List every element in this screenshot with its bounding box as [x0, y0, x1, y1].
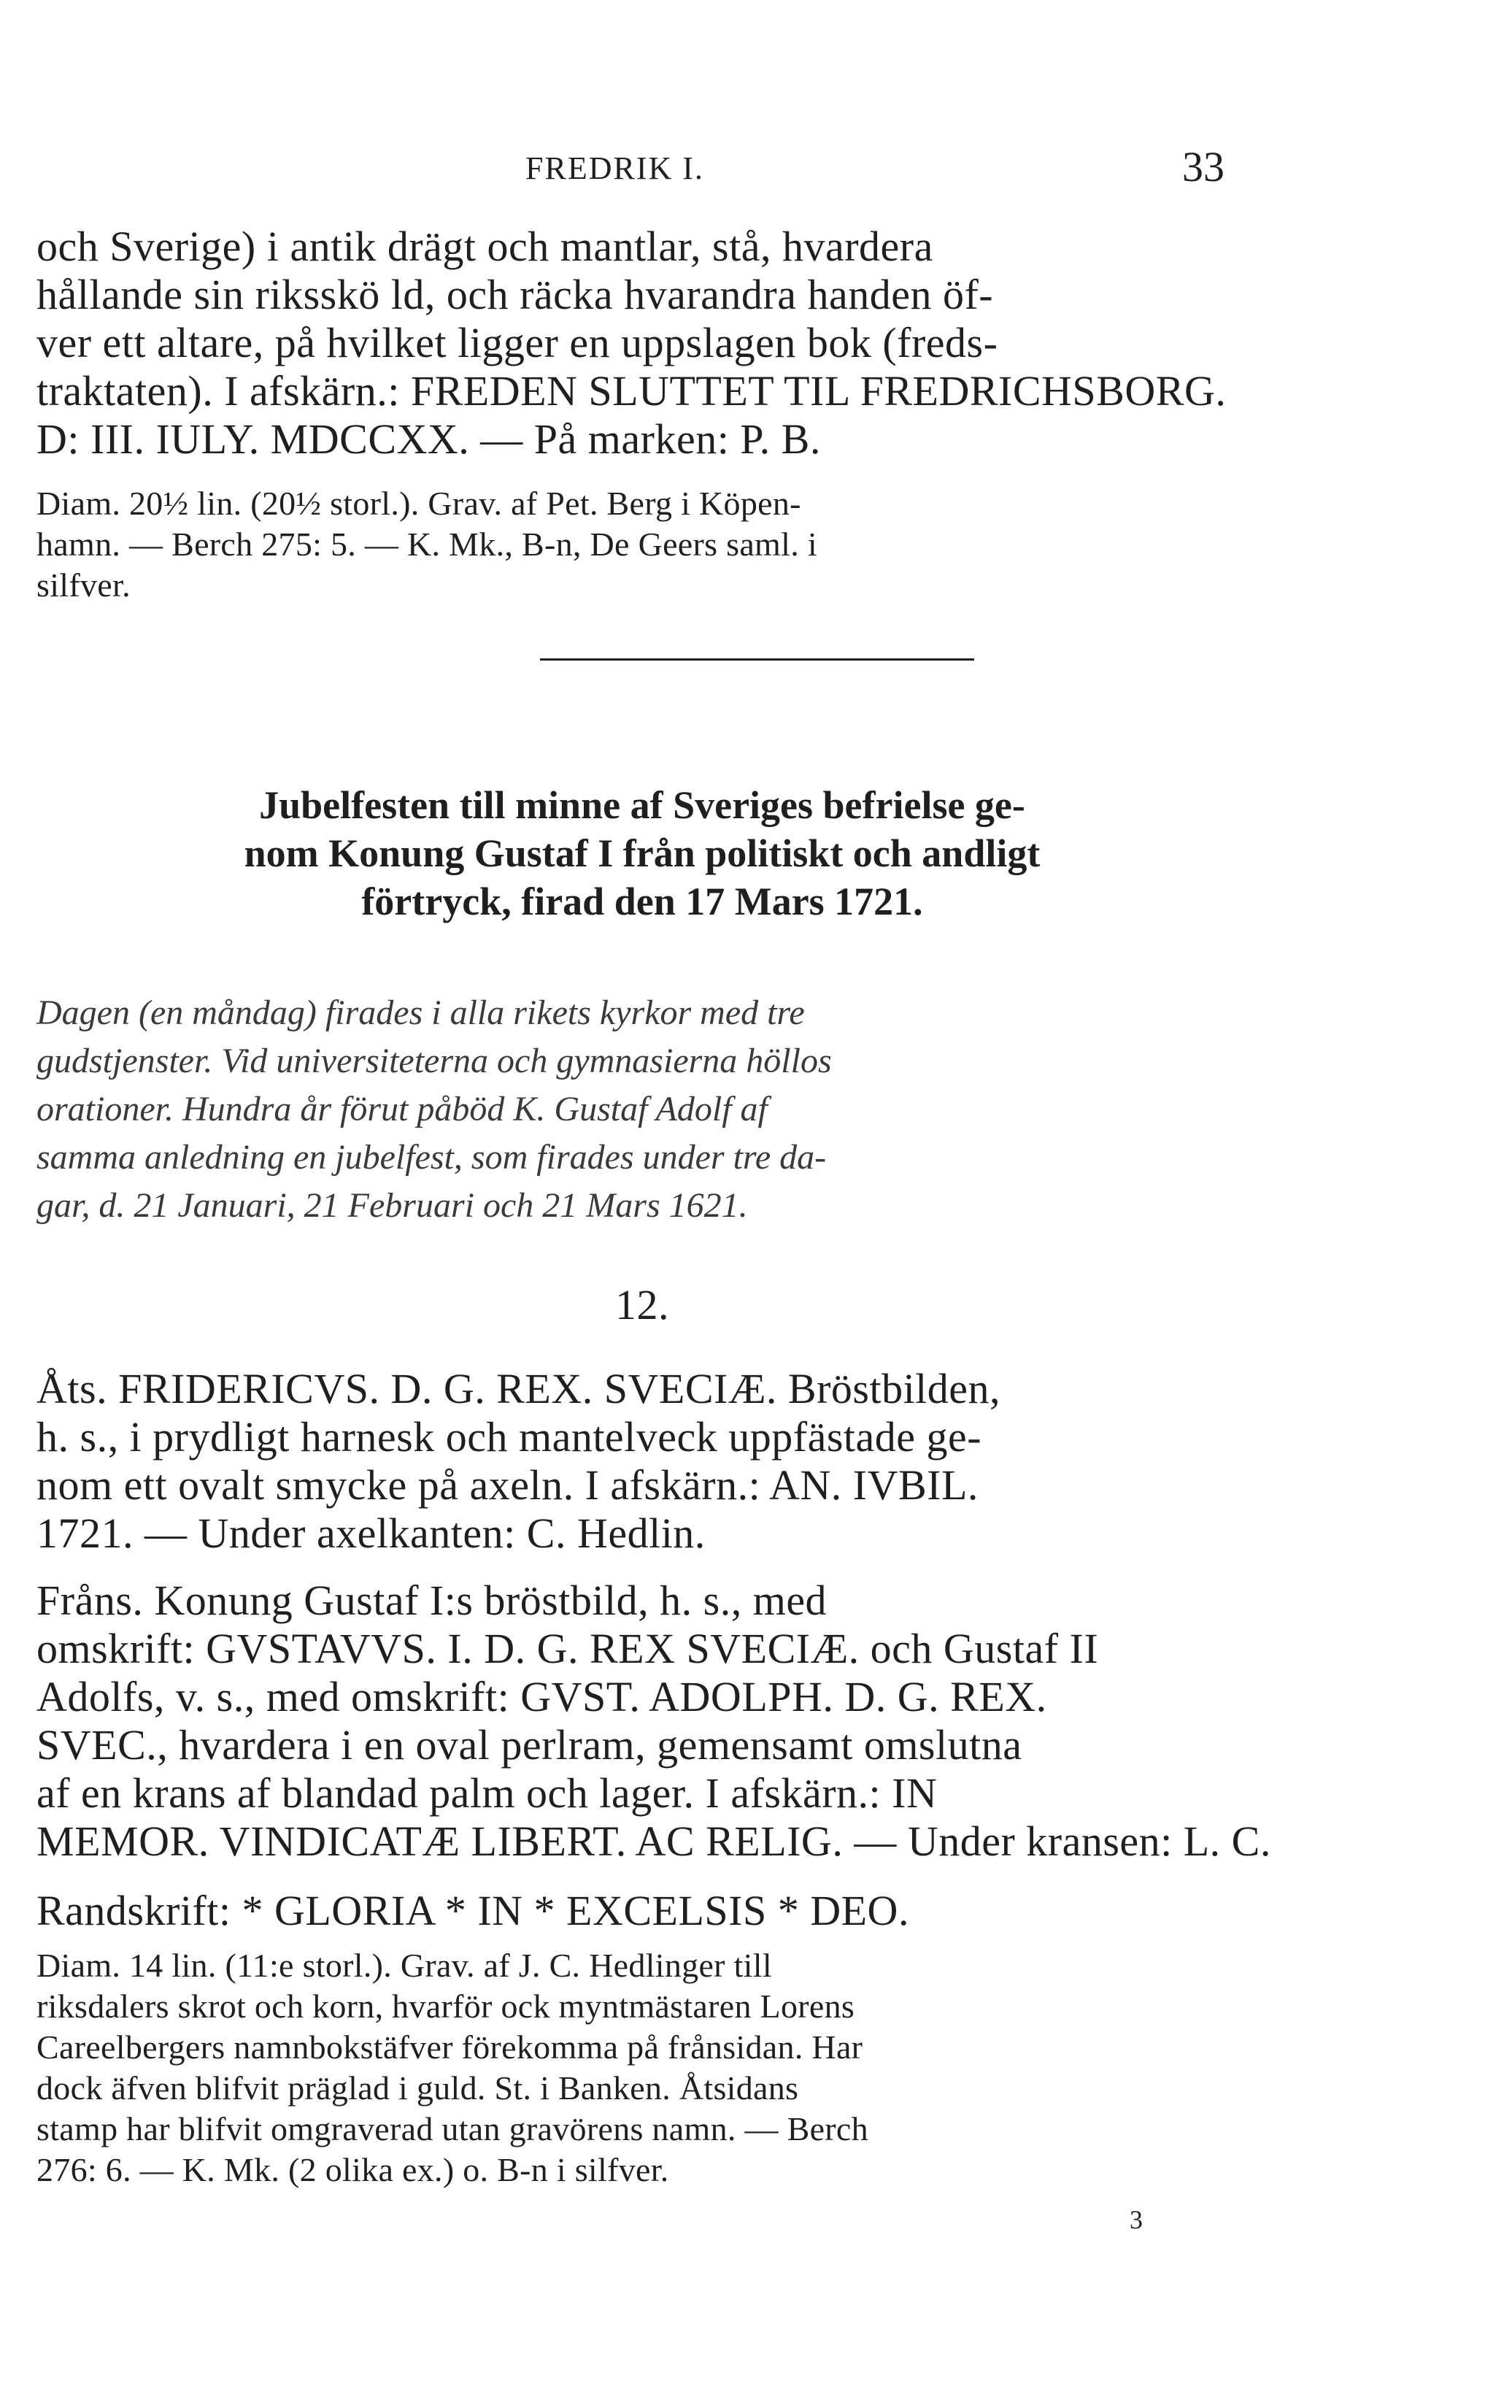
text-line: gudstjenster. Vid universiteterna och gymnasierna höllos	[36, 1042, 832, 1080]
text-line: SVEC., hvardera i en oval perlram, gemensamt omslutna	[36, 1721, 1022, 1769]
text-line: Randskrift: * GLORIA * IN * EXCELSIS * DEO.	[36, 1887, 909, 1934]
note-1	[36, 483, 1248, 606]
note-2	[36, 1945, 1248, 2190]
text-line: Diam. 20½ lin. (20½ storl.). Grav. af Pet. Berg i Köpen-	[36, 485, 801, 522]
text-line: hållande sin riksskö ld, och räcka hvarandra handen öf-	[36, 271, 994, 318]
text-line: nom ett ovalt smycke på axeln. I afskärn.: AN. IVBIL.	[36, 1461, 979, 1509]
text-line: Diam. 14 lin. (11:e storl.). Grav. af J. C. Hedlinger till	[36, 1947, 772, 1984]
heading-line: Jubelfesten till minne af Sveriges befrielse ge-	[259, 783, 1025, 827]
paragraph-edge-inscription	[36, 1887, 1248, 1935]
text-line: omskrift: GVSTAVVS. I. D. G. REX SVECIÆ. och Gustaf II	[36, 1625, 1099, 1672]
item-number	[36, 1281, 1248, 1329]
section-heading	[36, 781, 1248, 926]
signature-mark: 3	[1130, 2205, 1143, 2234]
page-number: 33	[1182, 143, 1224, 191]
text-line: samma anledning en jubelfest, som firades under tre da-	[36, 1138, 827, 1177]
paragraph-1	[36, 223, 1248, 463]
text-line: Dagen (en måndag) firades i alla rikets kyrkor med tre	[36, 993, 805, 1032]
running-title: FREDRIK I.	[525, 150, 704, 186]
text-line: Adolfs, v. s., med omskrift: GVST. ADOLPH. D. G. REX.	[36, 1673, 1047, 1720]
paragraph-obverse	[36, 1365, 1248, 1558]
section-divider	[540, 658, 974, 661]
running-header	[0, 143, 1512, 193]
text-line: silfver.	[36, 566, 131, 604]
text-line: gar, d. 21 Januari, 21 Februari och 21 Mars 1621.	[36, 1186, 748, 1225]
text-line: D: III. IULY. MDCCXX. — På marken: P. B.	[36, 415, 821, 463]
text-line: orationer. Hundra år förut påböd K. Gustaf Adolf af	[36, 1090, 768, 1128]
heading-line: nom Konung Gustaf I från politiskt och andligt	[244, 831, 1041, 875]
text-line: af en krans af blandad palm och lager. I afskärn.: IN	[36, 1769, 938, 1817]
text-line: stamp har blifvit omgraverad utan gravörens namn. — Berch	[36, 2110, 868, 2147]
text-line: riksdalers skrot och korn, hvarför ock myntmästaren Lorens	[36, 1988, 855, 2025]
italic-introduction	[36, 989, 1248, 1230]
text-line: Fråns. Konung Gustaf I:s bröstbild, h. s., med	[36, 1577, 828, 1624]
text-line: MEMOR. VINDICATÆ LIBERT. AC RELIG. — Under kransen: L. C.	[36, 1817, 1271, 1865]
text-line: 1721. — Under axelkanten: C. Hedlin.	[36, 1509, 706, 1557]
text-line: traktaten). I afskärn.: FREDEN SLUTTET TIL FREDRICHSBORG.	[36, 367, 1227, 415]
text-line: ver ett altare, på hvilket ligger en uppslagen bok (freds-	[36, 319, 998, 366]
text-line: hamn. — Berch 275: 5. — K. Mk., B-n, De Geers saml. i	[36, 526, 817, 563]
text-line: h. s., i prydligt harnesk och mantelveck uppfästade ge-	[36, 1413, 982, 1461]
text-line: och Sverige) i antik drägt och mantlar, stå, hvardera	[36, 223, 933, 270]
heading-line: förtryck, firad den 17 Mars 1721.	[361, 880, 923, 923]
text-line: Åts. FRIDERICVS. D. G. REX. SVECIÆ. Bröstbilden,	[36, 1365, 1001, 1412]
item-number-label: 12.	[615, 1281, 669, 1328]
paragraph-reverse	[36, 1577, 1271, 1866]
text-line: dock äfven blifvit präglad i guld. St. i Banken. Åtsidans	[36, 2069, 799, 2107]
text-line: Careelbergers namnbokstäfver förekomma på frånsidan. Har	[36, 2028, 863, 2066]
text-line: 276: 6. — K. Mk. (2 olika ex.) o. B-n i silfver.	[36, 2151, 669, 2188]
